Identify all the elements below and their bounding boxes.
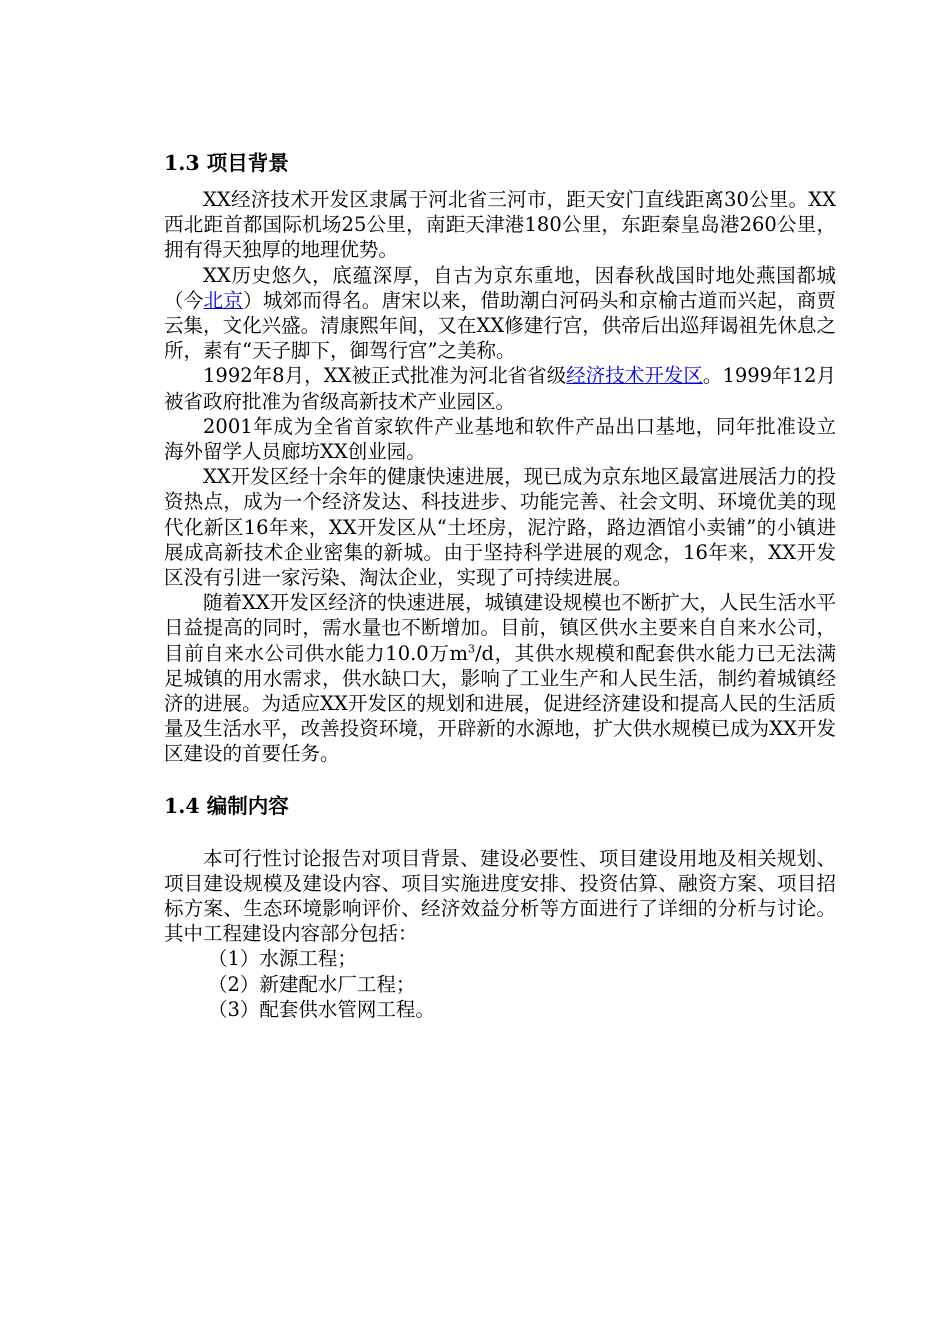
approval-text-a: 1992年8月，XX被正式批准为河北省省级 (203, 364, 567, 388)
paragraph-location: XX经济技术开发区隶属于河北省三河市，距天安门直线距离30公里。XX西北距首都国际机场25公里，南距天津港180公里，东距秦皇岛港260公里，拥有得天独厚的地理优势。 (164, 188, 836, 262)
document-page (164, 150, 836, 1022)
cubic-superscript: 3 (467, 642, 475, 656)
paragraph-development: XX开发区经十余年的健康快速进展，现已成为京东地区最富进展活力的投资热点，成为一个经济发达、科技进步、功能完善、社会文明、环境优美的现代化新区16年来，XX开发区从“土坯房，泥泞路，路边酒馆小卖铺”的小镇进展成高新技术企业密集的新城。由于坚持科学进展的观念，16年来，XX开发区没有引进一家污染、淘汰企业，实现了可持续进展。 (164, 465, 836, 590)
list-item: （2）新建配水厂工程； (208, 972, 416, 996)
paragraph-contents: 本可行性讨论报告对项目背景、建设必要性、项目建设用地及相关规划、项目建设规模及建设内容、项目实施进度安排、投资估算、融资方案、项目招标方案、生态环境影响评价、经济效益分析等方面进行了详细的分析与讨论。其中工程建设内容部分包括： (164, 846, 836, 946)
section-heading-1-3: 1.3 项目背景 (164, 151, 289, 175)
paragraph-software-base: 2001年成为全省首家软件产业基地和软件产品出口基地，同年批准设立海外留学人员廊坊XX创业园。 (164, 414, 836, 464)
water-text-b: /d，其供水规模和配套供水能力已无法满足城镇的用水需求，供水缺口大，影响了工业生产和人民生活，制约着城镇经济的进展。为适应XX开发区的规划和进展，促进经济建设和提高人民的生活质量及生活水平，改善投资环境，开辟新的水源地，扩大供水规模已成为XX开发区建设的首要任务。 (164, 641, 836, 766)
economic-zone-link[interactable]: 经济技术开发区 (566, 364, 703, 388)
history-text-a: XX历史悠久，底蕴深厚，自古为京东重地，因春秋战国时地处燕国都城（今 (164, 263, 836, 312)
list-item: （1）水源工程； (208, 947, 357, 971)
water-text-a: 随着XX开发区经济的快速进展，城镇建设规模也不断扩大，人民生活水平日益提高的同时，需水量也不断增加。目前，镇区供水主要来自自来水公司，目前自来水公司供水能力10.0万m (164, 591, 836, 665)
paragraph-history (164, 263, 836, 364)
beijing-link[interactable]: 北京 (203, 288, 244, 312)
approval-text-b: 。1999年12月被省政府批准为省级高新技术产业园区。 (164, 364, 836, 413)
history-text-b: ）城郊而得名。唐宋以来，借助潮白河码头和京榆古道而兴起，商贾云集，文化兴盛。清康熙年间，又在XX修建行宫，供帝后出巡拜谒祖先休息之所，素有“天子脚下，御驾行宫”之美称。 (164, 288, 836, 363)
section-heading-1-4: 1.4 编制内容 (164, 793, 289, 818)
paragraph-approval (164, 363, 836, 413)
paragraph-water-supply (164, 590, 836, 766)
list-item: （3）配套供水管网工程。 (208, 997, 435, 1021)
